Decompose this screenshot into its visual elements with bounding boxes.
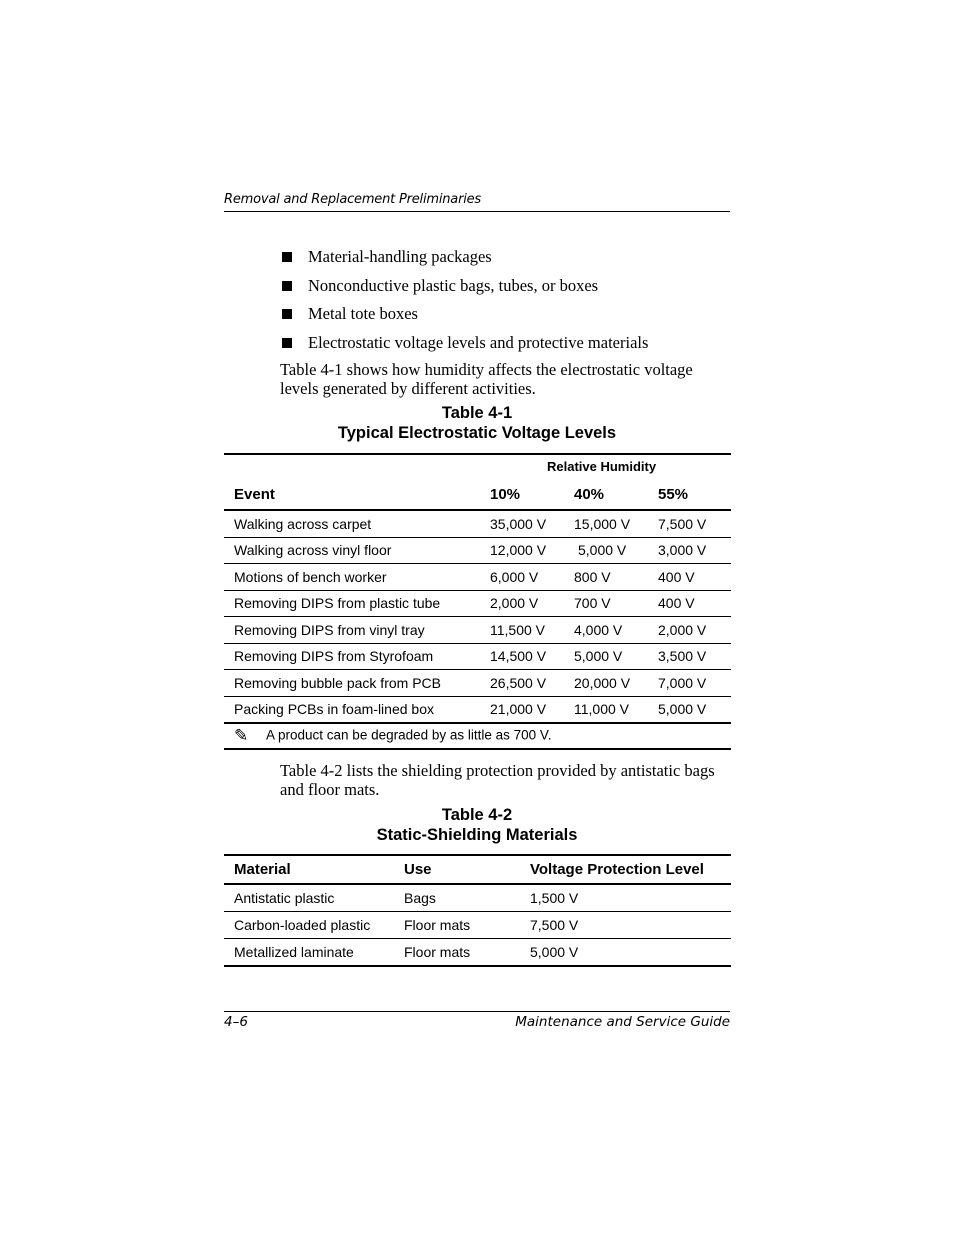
- event-cell: Removing DIPS from vinyl tray: [224, 617, 490, 644]
- guide-title: Maintenance and Service Guide: [515, 1014, 730, 1030]
- value-cell: 14,500 V: [490, 643, 574, 670]
- column-header-55: 55%: [658, 479, 731, 510]
- value-cell: 400 V: [658, 590, 731, 617]
- table2-caption: [224, 806, 730, 845]
- column-header-material: Material: [224, 855, 404, 884]
- event-cell: Removing DIPS from Styrofoam: [224, 643, 490, 670]
- list-item: [280, 304, 648, 333]
- material-cell: Metallized laminate: [234, 944, 354, 960]
- relative-humidity-header: Relative Humidity: [547, 459, 657, 474]
- value-cell: 15,000 V: [574, 510, 658, 537]
- value-cell: 800 V: [574, 564, 658, 591]
- value-cell: 11,500 V: [490, 617, 574, 644]
- pencil-note-icon: ✎: [234, 726, 249, 745]
- bullet-square-icon: [282, 309, 292, 319]
- value-cell: 11,000 V: [574, 696, 658, 723]
- value-cell: 3,000 V: [658, 537, 731, 564]
- table-row: [224, 564, 731, 591]
- table-row: [224, 696, 731, 723]
- table-note: [224, 723, 731, 749]
- event-cell: Packing PCBs in foam-lined box: [224, 696, 490, 723]
- table1-caption: [224, 404, 730, 443]
- list-item-text: Electrostatic voltage levels and protective materials: [308, 332, 649, 352]
- table-super-header-row: [224, 454, 731, 479]
- column-header-use: Use: [404, 855, 530, 884]
- voltage-levels-table: [224, 453, 731, 750]
- column-header-40: 40%: [574, 479, 658, 510]
- running-header: Removal and Replacement Preliminaries: [224, 192, 481, 207]
- voltage-cell: 7,500 V: [530, 912, 731, 939]
- value-cell: 5,000 V: [658, 696, 731, 723]
- table1-caption-number: Table 4-1: [441, 404, 513, 422]
- event-cell: Walking across carpet: [224, 510, 490, 537]
- header-rule: [224, 211, 730, 212]
- table2-caption-number: Table 4-2: [441, 806, 513, 824]
- event-cell: Removing bubble pack from PCB: [224, 670, 490, 697]
- list-item-text: Nonconductive plastic bags, tubes, or boxes: [308, 275, 599, 295]
- list-item: [280, 333, 648, 362]
- table-row: [224, 510, 731, 537]
- column-header-10: 10%: [490, 479, 574, 510]
- table-header-row: [224, 479, 731, 510]
- value-cell: 35,000 V: [490, 510, 574, 537]
- table-row: [224, 590, 731, 617]
- bullet-square-icon: [282, 252, 292, 262]
- intro-paragraph: Table 4-1 shows how humidity affects the electrostatic voltage levels generated by different activities.: [280, 360, 693, 398]
- event-cell: Removing DIPS from plastic tube: [224, 590, 490, 617]
- event-cell: Motions of bench worker: [224, 564, 490, 591]
- value-cell: 7,000 V: [658, 670, 731, 697]
- table-row: [224, 643, 731, 670]
- value-cell: 2,000 V: [490, 590, 574, 617]
- page-number: 4–6: [224, 1014, 248, 1030]
- list-item: [280, 247, 648, 276]
- value-cell: 2,000 V: [658, 617, 731, 644]
- value-cell: 3,500 V: [658, 643, 731, 670]
- bullet-list: [280, 247, 648, 361]
- table2-caption-title: Static-Shielding Materials: [376, 825, 578, 844]
- event-cell: Walking across vinyl floor: [224, 537, 490, 564]
- column-header-event: Event: [224, 479, 490, 510]
- value-cell: 5,000 V: [574, 537, 658, 564]
- value-cell: 26,500 V: [490, 670, 574, 697]
- table-row: [224, 670, 731, 697]
- table-header-row: [224, 855, 731, 884]
- value-cell: 7,500 V: [658, 510, 731, 537]
- bullet-square-icon: [282, 281, 292, 291]
- value-cell: 5,000 V: [574, 643, 658, 670]
- value-cell: 20,000 V: [574, 670, 658, 697]
- use-cell: Bags: [404, 884, 530, 912]
- use-cell: Floor mats: [404, 912, 530, 939]
- value-cell: 6,000 V: [490, 564, 574, 591]
- table-row: [224, 537, 731, 564]
- value-cell: 12,000 V: [490, 537, 574, 564]
- static-shielding-table: [224, 854, 731, 967]
- list-item-text: Material-handling packages: [308, 247, 492, 266]
- bullet-square-icon: [282, 338, 292, 348]
- second-paragraph: Table 4-2 lists the shielding protection provided by antistatic bags and floor mats.: [280, 761, 715, 799]
- table-note-text: A product can be degraded by as little as 700 V.: [266, 727, 552, 743]
- list-item-text: Metal tote boxes: [308, 304, 418, 323]
- value-cell: 400 V: [658, 564, 731, 591]
- voltage-cell: 1,500 V: [530, 884, 731, 912]
- table-row: [224, 617, 731, 644]
- table-row: [224, 912, 731, 939]
- value-cell: 4,000 V: [574, 617, 658, 644]
- material-cell: Antistatic plastic: [224, 884, 404, 912]
- table-note-row: [224, 723, 731, 749]
- use-cell: Floor mats: [404, 944, 471, 960]
- table-row: [224, 939, 731, 967]
- list-item: [280, 276, 648, 305]
- footer-rule: [224, 1011, 730, 1012]
- column-header-voltage: Voltage Protection Level: [530, 855, 731, 884]
- value-cell: 21,000 V: [490, 696, 574, 723]
- voltage-cell: 5,000 V: [530, 944, 579, 960]
- table1-caption-title: Typical Electrostatic Voltage Levels: [337, 423, 617, 442]
- value-cell: 700 V: [574, 590, 658, 617]
- material-cell: Carbon-loaded plastic: [224, 912, 404, 939]
- table-row: [224, 884, 731, 912]
